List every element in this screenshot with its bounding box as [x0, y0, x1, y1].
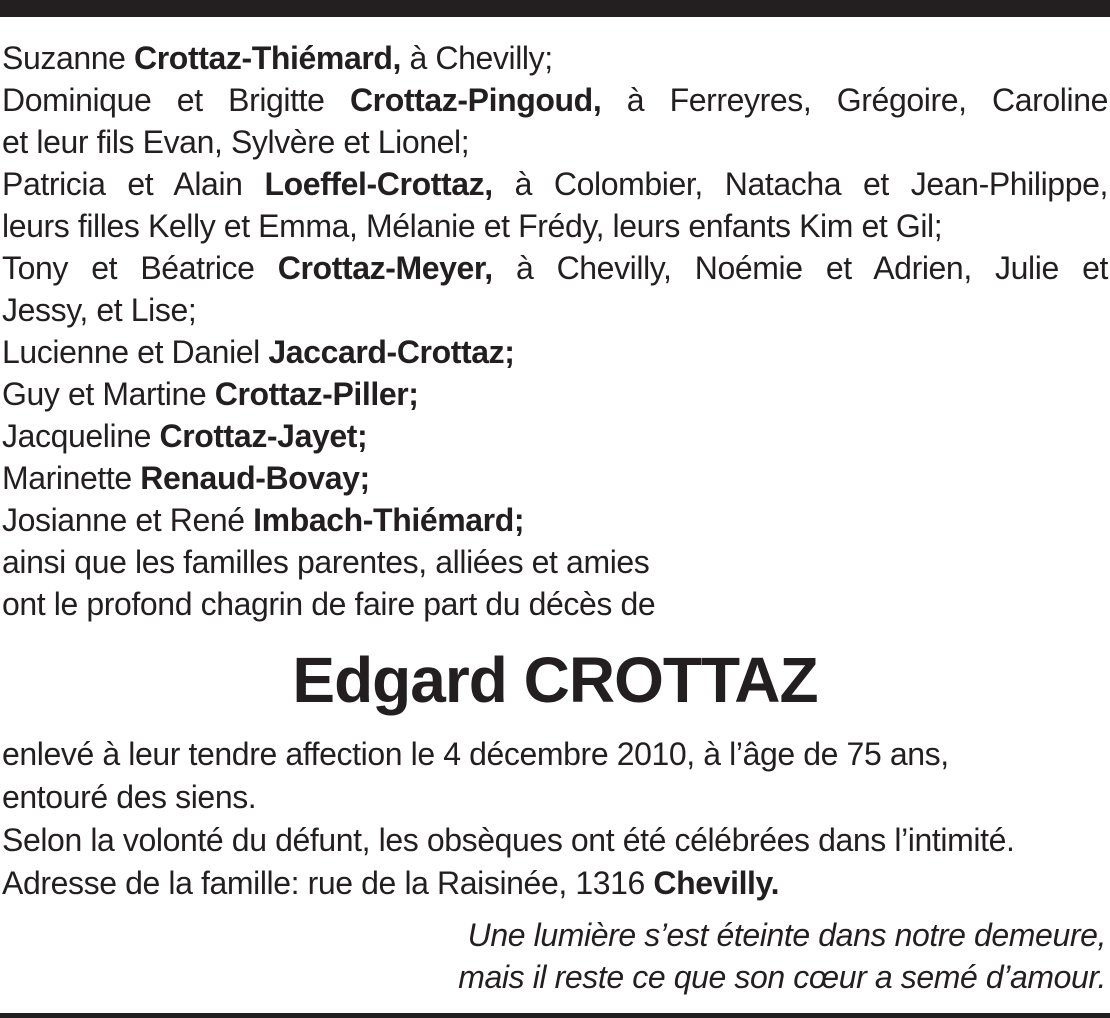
entry-names: Guy et Martine [2, 376, 215, 412]
family-entry [2, 37, 1108, 79]
intro-line: ainsi que les familles parentes, alliées et amies [2, 544, 650, 580]
entry-surname: Renaud-Bovay; [140, 460, 370, 496]
address-text: Adresse de la famille: rue de la Raisinée, 1316 [2, 865, 654, 901]
entry-names: Patricia et Alain [2, 166, 265, 202]
entry-surname: Crottaz-Jayet; [159, 418, 368, 454]
family-entry-continued: et leur fils Evan, Sylvère et Lionel; [2, 124, 470, 160]
bottom-rule [0, 1013, 1110, 1018]
family-entry [2, 163, 1108, 205]
quote-line: Une lumière s’est éteinte dans notre demeure, [467, 917, 1106, 953]
deceased-name: Edgard CROTTAZ [292, 644, 818, 716]
family-list [2, 37, 1108, 625]
entry-names: Josianne et René [2, 502, 254, 538]
entry-place: à Chevilly, Noémie et Adrien, Julie et [492, 250, 1108, 286]
memorial-quote [458, 914, 1106, 998]
entry-names: Tony et Béatrice [2, 250, 278, 286]
details-line: enlevé à leur tendre affection le 4 décembre 2010, à l’âge de 75 ans, [2, 736, 949, 772]
family-entry [2, 79, 1108, 121]
entry-surname: Crottaz-Pingoud, [349, 82, 602, 118]
entry-surname: Crottaz-Piller; [214, 376, 419, 412]
entry-names: Marinette [2, 460, 141, 496]
details-line: Selon la volonté du défunt, les obsèques ont été célébrées dans l’intimité. [2, 822, 1015, 858]
entry-place: à Ferreyres, Grégoire, Caroline [601, 82, 1109, 118]
entry-names: Jacqueline [2, 418, 160, 454]
entry-names: Dominique et Brigitte [2, 82, 350, 118]
entry-surname: Crottaz-Thiémard, [134, 40, 402, 76]
family-entry-continued: Jessy, et Lise; [2, 292, 197, 328]
family-entry [2, 247, 1108, 289]
address-city: Chevilly. [653, 865, 780, 901]
family-entry-continued: leurs filles Kelly et Emma, Mélanie et Frédy, leurs enfants Kim et Gil; [2, 208, 943, 244]
family-address [2, 862, 1108, 905]
family-entry [2, 331, 1108, 373]
family-entry [2, 457, 1108, 499]
entry-place: à Colombier, Natacha et Jean-Philippe, [492, 166, 1108, 202]
intro-line: ont le profond chagrin de faire part du décès de [2, 586, 656, 622]
entry-surname: Jaccard-Crottaz; [268, 334, 515, 370]
family-entry [2, 499, 1108, 541]
entry-surname: Imbach-Thiémard; [253, 502, 525, 538]
family-entry [2, 373, 1108, 415]
death-details [2, 733, 1108, 905]
family-entry [2, 415, 1108, 457]
top-rule [0, 0, 1110, 17]
entry-surname: Crottaz-Meyer, [277, 250, 493, 286]
details-line: entouré des siens. [2, 779, 257, 815]
entry-names: Suzanne [2, 40, 135, 76]
entry-surname: Loeffel-Crottaz, [264, 166, 493, 202]
entry-place: à Chevilly; [401, 40, 553, 76]
quote-line: mais il reste ce que son cœur a semé d’amour. [458, 959, 1106, 995]
entry-names: Lucienne et Daniel [2, 334, 269, 370]
